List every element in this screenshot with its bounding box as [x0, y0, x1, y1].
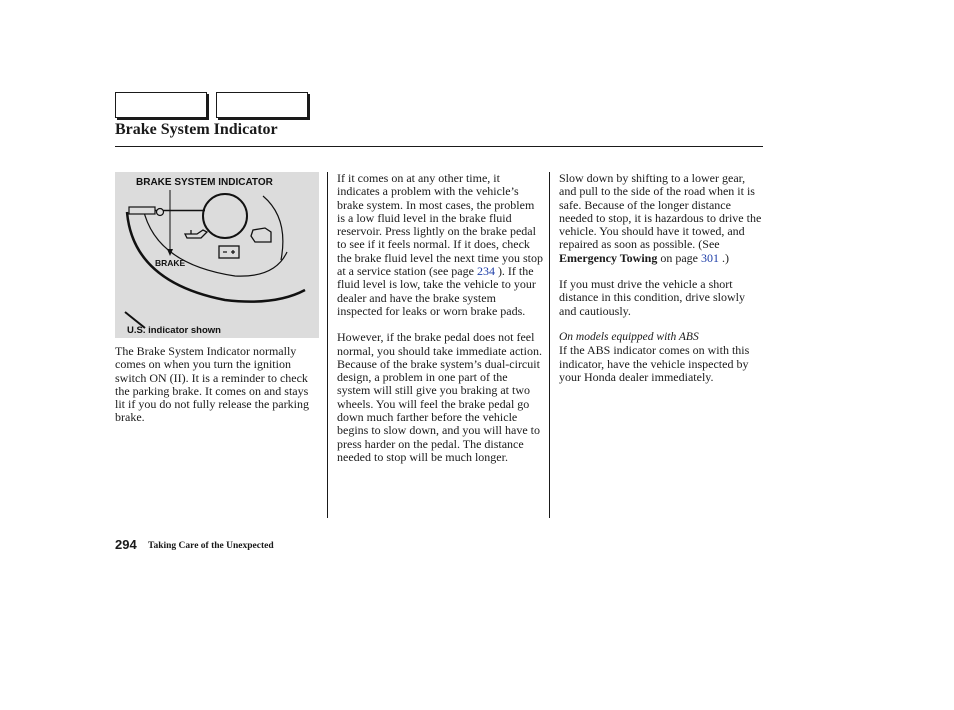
- section-title: Taking Care of the Unexpected: [148, 541, 274, 551]
- paragraph-low-fluid: [337, 172, 543, 318]
- brake-indicator-figure: [115, 172, 319, 338]
- column-1-text: [115, 345, 321, 438]
- paragraph-text: If the ABS indicator comes on with this indicator, have the vehicle inspected by your Honda dealer immediately.: [559, 343, 750, 384]
- column-3: [559, 172, 765, 397]
- paragraph-abs: [559, 331, 765, 384]
- brake-label: BRAKE: [155, 258, 186, 268]
- battery-icon: [219, 246, 239, 258]
- title-rule: [115, 146, 763, 147]
- paragraph-text: ). If the fluid level is low, take the vehicle to your dealer and have the brake system inspected for leaks or worn brake pads.: [337, 264, 536, 318]
- page-number: 294: [115, 537, 137, 552]
- page-title: Brake System Indicator: [115, 121, 278, 138]
- column-divider: [549, 172, 550, 518]
- paragraph-short-distance: If you must drive the vehicle a short distance in this condition, drive slowly and cautiously.: [559, 277, 745, 318]
- paragraph-text: Slow down by shifting to a lower gear, and pull to the side of the road when it is safe. Because of the longer distance needed to stop, it is hazardous to drive the vehicle. You should have it towed, and repaired as soon as possible. (See: [559, 171, 762, 252]
- column-2: [337, 172, 543, 477]
- paragraph-text: If it comes on at any other time, it indicates a problem with the vehicle’s brake system. In most cases, the problem is a low fluid level in the brake fluid reservoir. Press lightly on the brake pedal to see if it feels normal. If it does, check the brake fluid level the next time you stop at a service station (see page: [337, 171, 543, 279]
- instrument-cluster-illustration: [115, 172, 319, 338]
- nav-button-next[interactable]: [216, 92, 308, 118]
- column-divider: [327, 172, 328, 518]
- paragraph-intro: The Brake System Indicator normally comes on when you turn the ignition switch ON (II). It is a reminder to check the parking brake. It comes on and stays lit if you do not fully release the parking brake.: [115, 344, 309, 425]
- gauge-knob: [203, 194, 247, 238]
- abs-note: On models equipped with ABS: [559, 330, 699, 343]
- emergency-towing-ref: Emergency Towing: [559, 250, 658, 265]
- check-engine-icon: [251, 228, 271, 242]
- paragraph-text: on page: [657, 250, 701, 265]
- paragraph-text: .): [719, 250, 729, 265]
- oil-pressure-icon: [185, 230, 207, 238]
- paragraph-slow-down: [559, 172, 765, 265]
- page-link-234[interactable]: 234: [476, 264, 495, 279]
- nav-button-previous[interactable]: [115, 92, 207, 118]
- paragraph-dual-circuit: However, if the brake pedal does not feel normal, you should take immediate action. Because of the brake system’s dual-circuit design, a problem in one part of the system will still give you braking at two wheels. You will feel the brake pedal go down much farther before the vehicle begins to slow down, and you will have to press harder on the pedal. The distance needed to stop will be much longer.: [337, 330, 542, 464]
- figure-caption: U.S. indicator shown: [127, 325, 221, 336]
- stalk-icon: [129, 207, 155, 214]
- page-link-301[interactable]: 301: [701, 250, 719, 265]
- figure-title: BRAKE SYSTEM INDICATOR: [136, 177, 273, 188]
